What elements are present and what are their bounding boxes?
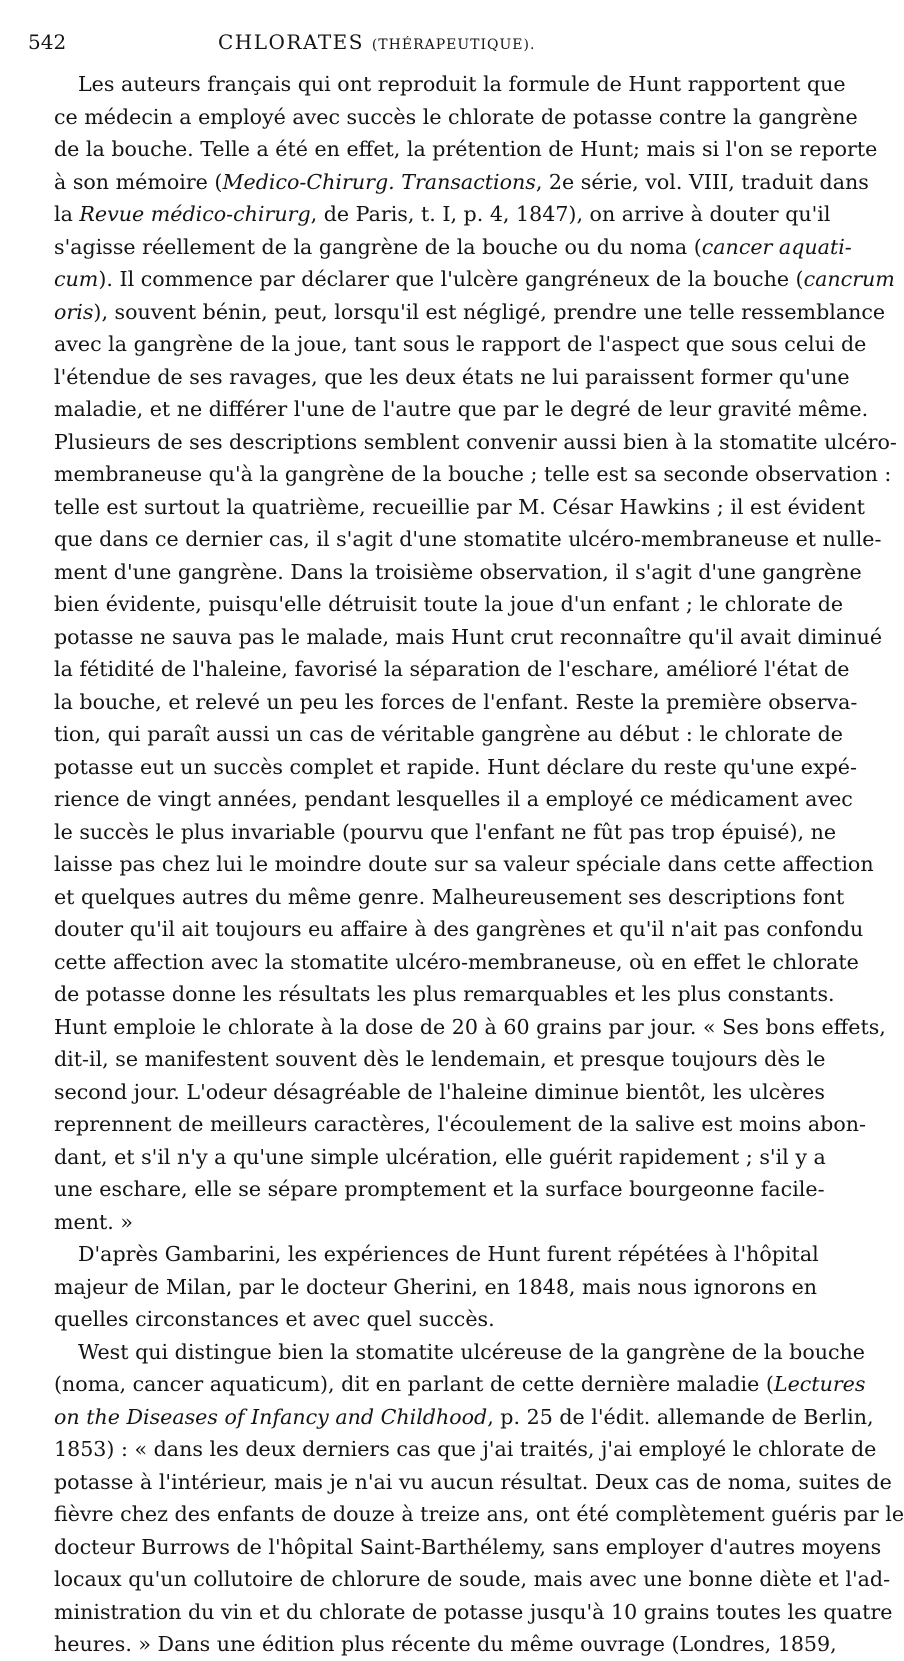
text-line bbox=[28, 556, 862, 589]
text-line bbox=[28, 1173, 825, 1206]
text-run: , p. 25 de l'édit. allemande de Berlin, bbox=[487, 1404, 874, 1429]
text-run: maladie, et ne différer l'une de l'autre que par le degré de leur gravité même. bbox=[54, 397, 869, 421]
text-run: et quelques autres du même genre. Malheureusement ses descriptions font bbox=[54, 884, 845, 909]
text-line bbox=[28, 1368, 866, 1401]
text-line bbox=[28, 1303, 768, 1336]
text-line bbox=[28, 978, 835, 1011]
paragraph bbox=[28, 1238, 819, 1336]
text-run: ), souvent bénin, peut, lorsqu'il est négligé, prendre une telle ressemblance bbox=[93, 299, 886, 324]
text-line bbox=[28, 816, 837, 849]
text-run: tion, qui paraît aussi un cas de véritable gangrène au début : le chlorate de bbox=[54, 722, 843, 746]
italic-text: Medico-Chirurg. Transactions bbox=[222, 169, 536, 194]
text-run: avec la gangrène de la joue, tant sous le rapport de l'aspect que sous celui de bbox=[54, 332, 867, 356]
text-run: ce médecin a employé avec succès le chlorate de potasse contre la gangrène bbox=[54, 104, 858, 129]
text-line bbox=[28, 751, 857, 784]
text-line bbox=[28, 133, 878, 166]
text-run: Les auteurs français qui ont reproduit la formule de Hunt rapportent que bbox=[78, 72, 846, 96]
italic-text: cancrum bbox=[803, 267, 895, 291]
text-line bbox=[28, 783, 853, 816]
text-line bbox=[28, 913, 864, 946]
text-run: ministration du vin et du chlorate de potasse jusqu'à 10 grains toutes les quatre bbox=[54, 1599, 893, 1624]
text-line bbox=[28, 68, 846, 101]
text-run: docteur Burrows de l'hôpital Saint-Barthélemy, sans employer d'autres moyens bbox=[54, 1534, 882, 1559]
text-line bbox=[28, 166, 869, 199]
text-run: cette affection avec la stomatite ulcéro-membraneuse, où en effet le chlorate bbox=[54, 949, 859, 974]
text-run: de potasse donne les résultats les plus remarquables et les plus constants. bbox=[54, 982, 835, 1006]
text-run: potasse eut un succès complet et rapide. Hunt déclare du reste qu'une expé- bbox=[54, 754, 857, 779]
text-line bbox=[28, 848, 874, 881]
italic-text: oris bbox=[54, 299, 94, 324]
text-run: Hunt emploie le chlorate à la dose de 20 à 60 grains par jour. « Ses bons effets, bbox=[54, 1014, 886, 1039]
text-run: que dans ce dernier cas, il s'agit d'une stomatite ulcéro-membraneuse et nulle- bbox=[54, 527, 882, 551]
text-line bbox=[28, 393, 869, 426]
text-line bbox=[28, 523, 882, 556]
italic-text: cum bbox=[54, 267, 99, 291]
text-run: rience de vingt années, pendant lesquelles il a employé ce médicament avec bbox=[54, 787, 853, 811]
text-run: quelles circonstances et avec quel succès. bbox=[54, 1307, 495, 1331]
text-run: ). Il commence par déclarer que l'ulcère gangréneux de la bouche ( bbox=[98, 267, 804, 291]
running-title bbox=[218, 26, 535, 62]
text-line bbox=[28, 653, 850, 686]
text-run: (noma, cancer aquaticum), dit en parlant de cette dernière maladie ( bbox=[54, 1372, 774, 1396]
text-run: la bbox=[54, 202, 80, 226]
text-line bbox=[28, 1563, 891, 1596]
italic-text: on the Diseases of Infancy and Childhood bbox=[54, 1404, 488, 1429]
text-line bbox=[28, 426, 897, 459]
text-run: telle est surtout la quatrième, recueillie par M. César Hawkins ; il est évident bbox=[54, 494, 865, 519]
text-line bbox=[28, 296, 886, 329]
text-run: D'après Gambarini, les expériences de Hunt furent répétées à l'hôpital bbox=[78, 1242, 819, 1266]
text-run: , de Paris, t. I, p. 4, 1847), on arrive à douter qu'il bbox=[310, 202, 831, 226]
text-run: s'agisse réellement de la gangrène de la bouche ou du noma ( bbox=[54, 234, 702, 259]
text-line bbox=[28, 198, 831, 231]
text-run: la fétidité de l'haleine, favorisé la séparation de l'eschare, amélioré l'état de bbox=[54, 657, 850, 681]
text-run: , 2e série, vol. VIII, traduit dans bbox=[535, 169, 869, 194]
text-line bbox=[28, 263, 895, 296]
text-line bbox=[28, 946, 859, 979]
paragraph bbox=[28, 68, 897, 1238]
text-line bbox=[28, 1401, 874, 1434]
text-line bbox=[28, 686, 858, 719]
text-line bbox=[28, 231, 852, 264]
book-page bbox=[28, 26, 904, 1661]
text-run: dit-il, se manifestent souvent dès le lendemain, et presque toujours dès le bbox=[54, 1047, 826, 1071]
text-run: 1853) : « dans les deux derniers cas que j'ai traités, j'ai employé le chlorate de bbox=[54, 1437, 877, 1461]
text-run: la bouche, et relevé un peu les forces de l'enfant. Reste la première observa- bbox=[54, 689, 858, 714]
text-line bbox=[28, 718, 843, 751]
running-header bbox=[28, 26, 768, 66]
text-run: membraneuse qu'à la gangrène de la bouche ; telle est sa seconde observation : bbox=[54, 462, 892, 486]
text-run: dant, et s'il n'y a qu'une simple ulcération, elle guérit rapidement ; s'il y a bbox=[54, 1144, 826, 1169]
text-run: heures. » Dans une édition plus récente du même ouvrage (Londres, 1859, bbox=[54, 1632, 837, 1656]
text-run: potasse ne sauva pas le malade, mais Hunt crut reconnaître qu'il avait diminué bbox=[54, 624, 883, 649]
italic-text: cancer aquati- bbox=[701, 234, 852, 259]
text-run: à son mémoire ( bbox=[54, 169, 223, 194]
page-number: 542 bbox=[28, 30, 67, 54]
text-run: potasse à l'intérieur, mais je n'ai vu aucun résultat. Deux cas de noma, suites de bbox=[54, 1469, 892, 1494]
text-run: laisse pas chez lui le moindre doute sur sa valeur spéciale dans cette affection bbox=[54, 852, 874, 876]
text-line bbox=[28, 101, 858, 134]
text-line bbox=[28, 1011, 886, 1044]
paragraph bbox=[28, 1336, 904, 1661]
text-line bbox=[28, 1238, 819, 1271]
text-run: le succès le plus invariable (pourvu que l'enfant ne fût pas trop épuisé), ne bbox=[54, 819, 837, 844]
text-line bbox=[28, 1271, 818, 1304]
text-line bbox=[28, 588, 844, 621]
text-line bbox=[28, 1141, 826, 1174]
text-line bbox=[28, 1466, 892, 1499]
text-line bbox=[28, 1043, 826, 1076]
text-line bbox=[28, 1628, 837, 1661]
text-run: locaux qu'un collutoire de chlorure de soude, mais avec une bonne diète et l'ad- bbox=[54, 1567, 891, 1591]
text-line bbox=[28, 458, 892, 491]
text-run: de la bouche. Telle a été en effet, la prétention de Hunt; mais si l'on se reporte bbox=[54, 137, 878, 161]
text-run: ment. » bbox=[54, 1209, 133, 1234]
text-run: reprennent de meilleurs caractères, l'écoulement de la salive est moins abon- bbox=[54, 1112, 866, 1136]
text-line bbox=[28, 1108, 866, 1141]
text-line bbox=[28, 621, 883, 654]
italic-text: Revue médico-chirurg bbox=[79, 202, 311, 226]
italic-text: Lectures bbox=[773, 1372, 866, 1396]
text-line bbox=[28, 1336, 865, 1369]
text-run: une eschare, elle se sépare promptement et la surface bourgeonne facile- bbox=[54, 1177, 825, 1201]
text-run: West qui distingue bien la stomatite ulcéreuse de la gangrène de la bouche bbox=[78, 1339, 865, 1364]
text-run: Plusieurs de ses descriptions semblent convenir aussi bien à la stomatite ulcéro- bbox=[54, 429, 897, 454]
running-title-main: CHLORATES bbox=[218, 30, 364, 54]
body-text bbox=[28, 68, 904, 1661]
text-line bbox=[28, 1531, 882, 1564]
text-run: l'étendue de ses ravages, que les deux états ne lui paraissent former qu'une bbox=[54, 364, 850, 389]
text-line bbox=[28, 491, 865, 524]
text-line bbox=[28, 1498, 904, 1531]
text-line bbox=[28, 361, 850, 394]
text-line bbox=[28, 1433, 877, 1466]
text-line bbox=[28, 1206, 768, 1239]
text-run: fièvre chez des enfants de douze à treize ans, ont été complètement guéris par le bbox=[54, 1502, 904, 1526]
text-run: bien évidente, puisqu'elle détruisit toute la joue d'un enfant ; le chlorate de bbox=[54, 592, 844, 616]
text-run: second jour. L'odeur désagréable de l'haleine diminue bientôt, les ulcères bbox=[54, 1079, 825, 1104]
text-line bbox=[28, 1076, 825, 1109]
text-line bbox=[28, 881, 845, 914]
text-run: douter qu'il ait toujours eu affaire à des gangrènes et qu'il n'ait pas confondu bbox=[54, 917, 864, 941]
text-line bbox=[28, 328, 867, 361]
text-run: majeur de Milan, par le docteur Gherini, en 1848, mais nous ignorons en bbox=[54, 1274, 818, 1299]
running-title-subtitle: (THÉRAPEUTIQUE). bbox=[371, 37, 536, 53]
text-line bbox=[28, 1596, 893, 1629]
text-run: ment d'une gangrène. Dans la troisième observation, il s'agit d'une gangrène bbox=[54, 559, 862, 584]
